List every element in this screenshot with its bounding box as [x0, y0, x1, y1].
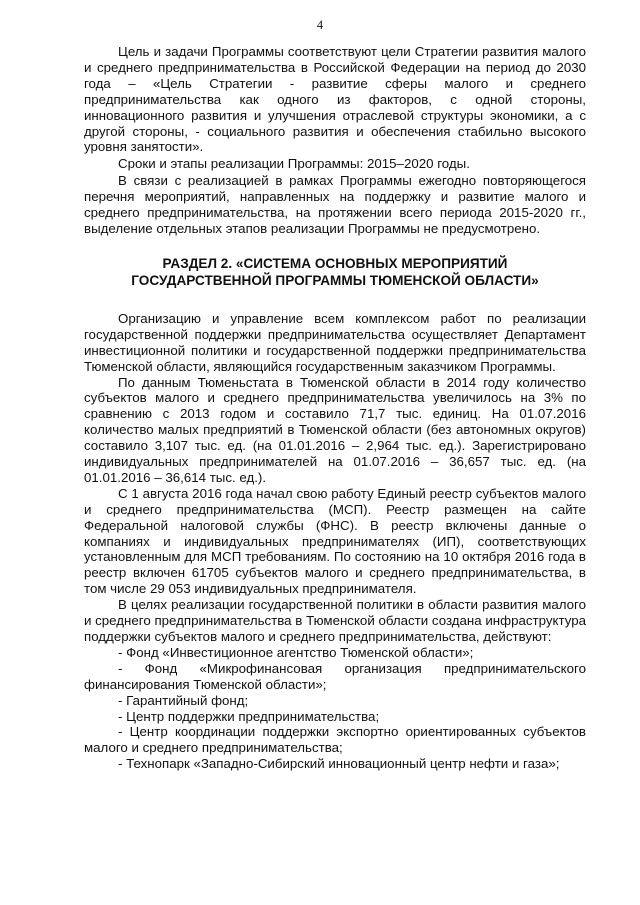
infrastructure-list — [84, 645, 586, 772]
section-2-heading — [84, 255, 586, 289]
list-item: - Центр координации поддержки экспортно ориентированных субъектов малого и среднего предпринимательства; — [84, 724, 586, 756]
intro-paragraph-timeline: Сроки и этапы реализации Программы: 2015–2020 годы. — [118, 156, 470, 172]
page-number: 4 — [316, 18, 324, 32]
section-2-heading-line-1: РАЗДЕЛ 2. «СИСТЕМА ОСНОВНЫХ МЕРОПРИЯТИЙ — [162, 255, 508, 271]
page-content — [84, 44, 586, 772]
list-item: - Гарантийный фонд; — [118, 692, 249, 708]
section-2-paragraph-management: Организацию и управление всем комплексом работ по реализации государственной поддержки предпринимательства осуществляет Департамент инвестиционной политики и государственной поддержки предпринимательства Тюменской области, являющийся государственным заказчиком Программы. — [84, 310, 586, 374]
list-item: - Технопарк «Западно-Сибирский инновационный центр нефти и газа»; — [118, 756, 560, 772]
section-2-paragraph-statistics: По данным Тюменьстата в Тюменской области в 2014 году количество субъектов малого и среднего предпринимательства увеличилось на 3% по сравнению с 2013 годом и составило 71,7 тыс. единиц. На 01.07.2016 количество малых предприятий в Тюменской области (без автономных округов) составило 3,107 тыс. ед. (на 01.01.2016 – 2,964 тыс. ед.). Зарегистрировано индивидуальных предпринимателей на 01.07.2016 – 36,657 тыс. ед. (на 01.01.2016 – 36,614 тыс. ед.). — [84, 374, 586, 485]
intro-paragraph-stages: В связи с реализацией в рамках Программы ежегодно повторяющегося перечня мероприятий, направленных на поддержку и развитие малого и среднего предпринимательства, на протяжении всего периода 2015-2020 гг., выделение отдельных этапов реализации Программы не предусмотрено. — [84, 173, 586, 236]
intro-paragraph-goals: Цель и задачи Программы соответствуют цели Стратегии развития малого и среднего предпринимательства в Российской Федерации на период до 2030 года – «Цель Стратегии - развитие сферы малого и среднего предпринимательства как одного из факторов, с одной стороны, инновационного развития и улучшения отраслевой структуры экономики, а с другой стороны, - социального развития и обеспечения стабильно высокого уровня занятости». — [84, 44, 586, 155]
list-item: - Центр поддержки предпринимательства; — [118, 708, 380, 724]
section-2-heading-line-2: ГОСУДАРСТВЕННОЙ ПРОГРАММЫ ТЮМЕНСКОЙ ОБЛАСТИ» — [131, 272, 539, 288]
list-item: - Фонд «Микрофинансовая организация предпринимательского финансирования Тюменской области»; — [84, 660, 586, 692]
section-2-paragraph-registry: С 1 августа 2016 года начал свою работу Единый реестр субъектов малого и среднего предпринимательства (МСП). Реестр размещен на сайте Федеральной налоговой службы (ФНС). В реестр включены данные о компаниях и индивидуальных предпринимателях (ИП), соответствующих установленным для МСП требованиям. По состоянию на 10 октября 2016 года в реестр включен 61705 субъектов малого и среднего предпринимательства, в том числе 29 053 индивидуальных предпринимателя. — [84, 485, 586, 597]
list-item: - Фонд «Инвестиционное агентство Тюменской области»; — [118, 644, 474, 660]
section-2-paragraph-infrastructure: В целях реализации государственной политики в области развития малого и среднего предпринимательства в Тюменской области создана инфраструктура поддержки субъектов малого и среднего предпринимательства, действуют: — [84, 597, 586, 644]
